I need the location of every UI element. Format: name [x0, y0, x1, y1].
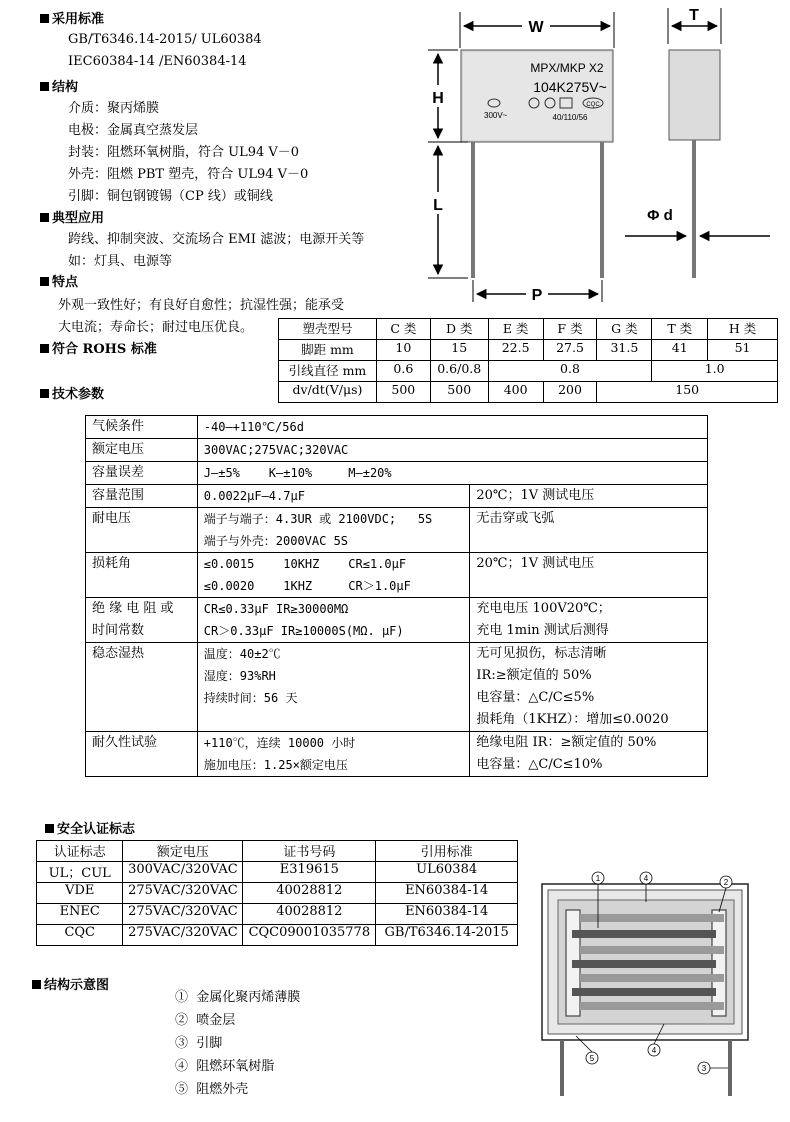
spec-label: 耐久性试验: [86, 732, 198, 777]
film-layer: [580, 946, 724, 954]
table-cell: VDE: [37, 883, 123, 904]
spec-label-line: 时间常数: [92, 623, 145, 638]
spec-label: 气候条件: [86, 416, 198, 439]
spec-value: [197, 732, 470, 777]
table-cell: EN60384-14: [376, 904, 518, 925]
table-cell: 275VAC/320VAC: [123, 925, 243, 946]
film-layer: [580, 1002, 724, 1010]
structure-line: 电极：金属真空蒸发层: [68, 123, 199, 138]
callout-number: 5: [589, 1054, 595, 1063]
table-cell: GB/T6346.14-2015: [376, 925, 518, 946]
table-row: [279, 382, 778, 403]
spec-line: 端子与端子：4.3UR 或 2100VDC; 5S: [203, 512, 433, 526]
table-cell: F 类: [543, 319, 597, 340]
spec-label-line: 绝 缘 电 阻 或: [92, 601, 174, 616]
cap-marking-line1: MPX/MKP X2: [530, 61, 604, 75]
spec-value: [197, 643, 470, 732]
table-cell: 1.0: [652, 361, 778, 382]
rohs-heading: 符合 ROHS 标准: [40, 338, 157, 357]
spec-line: 持续时间：56 天: [203, 691, 298, 705]
spec-line: ≤0.0015 10KHZ CR≤1.0μF: [203, 557, 407, 571]
spec-line: 充电电压 100V20℃；: [476, 601, 611, 616]
table-row: [37, 925, 518, 946]
table-row: [86, 462, 708, 485]
standards-heading: 采用标准: [40, 8, 104, 27]
table-row: [279, 340, 778, 361]
features-line: 大电流；寿命长；耐过电压优良。: [58, 320, 254, 335]
spec-condition: 20℃；1V 测试电压: [470, 485, 708, 508]
cap-marking-voltage: 300V~: [484, 111, 508, 120]
table-cell: 10: [376, 340, 430, 361]
features-line: 外观一致性好；有良好自愈性；抗湿性强；能承受: [58, 298, 345, 313]
table-cell: 500: [430, 382, 488, 403]
table-row: [279, 319, 778, 340]
table-cell: 40028812: [243, 883, 376, 904]
table-cell: 31.5: [597, 340, 652, 361]
features-heading: 特点: [40, 271, 78, 290]
callout-number: 4: [643, 874, 649, 883]
table-cell: CQC: [37, 925, 123, 946]
table-header: 认证标志: [37, 841, 123, 862]
spec-condition: [470, 598, 708, 643]
spec-line: 充电 1min 测试后测得: [476, 623, 609, 638]
legend-item: ⑤ 阻燃外壳: [175, 1082, 249, 1097]
structure-line: 封装：阻燃环氧树脂，符合 UL94 V－0: [68, 145, 300, 160]
cap-marking-cqc: CQC: [586, 102, 600, 108]
certification-table: [36, 840, 518, 946]
legend-item: ④ 阻燃环氧树脂: [175, 1059, 275, 1074]
table-header: 引用标准: [376, 841, 518, 862]
callout-number: 2: [723, 878, 729, 887]
spec-line: 电容量：△C/C≤5%: [476, 690, 595, 705]
spec-label: [86, 598, 198, 643]
table-cell: 150: [597, 382, 778, 403]
callout-number: 1: [595, 874, 601, 883]
dim-label-d: Φ d: [647, 207, 673, 224]
table-cell: 300VAC/320VAC: [123, 862, 243, 883]
spec-line: 湿度：93%RH: [203, 669, 276, 683]
spec-value: 0.0022μF—4.7μF: [197, 485, 470, 508]
dim-label-l: L: [433, 197, 443, 214]
schematic-heading: 结构示意图: [32, 974, 109, 993]
table-cell: T 类: [652, 319, 708, 340]
table-cell: dv/dt(V/μs): [279, 382, 377, 403]
spec-value: [197, 598, 470, 643]
spec-label: 稳态湿热: [86, 643, 198, 732]
spec-label: 容量范围: [86, 485, 198, 508]
table-row: [86, 485, 708, 508]
legend-item: ② 喷金层: [175, 1013, 236, 1028]
dim-label-h: H: [432, 90, 444, 107]
application-line: 如：灯具、电源等: [68, 254, 173, 269]
spec-condition: [470, 643, 708, 732]
spec-line: 温度：40±2℃: [203, 647, 281, 661]
spec-line: CR＞0.33μF IR≥10000S(MΩ. μF): [203, 624, 404, 638]
table-row: [86, 508, 708, 553]
application-heading: 典型应用: [40, 207, 104, 226]
spec-line: IR:≥额定值的 50%: [476, 668, 592, 683]
table-cell: EN60384-14: [376, 883, 518, 904]
dim-label-w: W: [528, 19, 544, 36]
spec-condition: 20℃；1V 测试电压: [470, 553, 708, 598]
structure-line: 引脚：铜包钢镀锡（CP 线）或铜线: [68, 189, 273, 204]
lead-pin: [560, 1040, 564, 1096]
application-line: 跨线、抑制突波、交流场合 EMI 滤波；电源开关等: [68, 232, 365, 247]
table-cell: ENEC: [37, 904, 123, 925]
spec-line: 端子与外壳：2000VAC 5S: [203, 534, 349, 548]
table-cell: 脚距 mm: [279, 340, 377, 361]
spec-condition: [470, 732, 708, 777]
spec-line: 施加电压：1.25×额定电压: [203, 758, 348, 772]
table-cell: 0.8: [488, 361, 652, 382]
spec-line: ≤0.0020 1KHZ CR＞1.0μF: [203, 579, 411, 593]
structure-line: 外壳：阻燃 PBT 塑壳，符合 UL94 V－0: [68, 167, 309, 182]
table-row: [86, 553, 708, 598]
table-cell: E319615: [243, 862, 376, 883]
side-lead: [692, 140, 696, 278]
table-cell: 41: [652, 340, 708, 361]
table-row: [86, 439, 708, 462]
structure-line: 介质：聚丙烯膜: [68, 101, 160, 116]
table-cell: CQC09001035778: [243, 925, 376, 946]
callout-number: 3: [701, 1064, 707, 1073]
dimension-table: [278, 318, 778, 403]
spec-line: CR≤0.33μF IR≥30000MΩ: [203, 602, 349, 616]
spec-label: 额定电压: [86, 439, 198, 462]
table-cell: C 类: [376, 319, 430, 340]
dim-label-t: T: [689, 7, 699, 24]
table-cell: D 类: [430, 319, 488, 340]
film-layer: [580, 914, 724, 922]
table-row: [37, 904, 518, 925]
table-cell: UL60384: [376, 862, 518, 883]
spec-line: 电容量：△C/C≤10%: [476, 757, 603, 772]
table-cell: E 类: [488, 319, 543, 340]
table-row: [86, 643, 708, 732]
spec-line: 无可见损伤，标志清晰: [476, 646, 607, 661]
table-cell: 15: [430, 340, 488, 361]
cap-marking-line2: 104K275V~: [533, 79, 607, 95]
spec-value: -40—+110℃/56d: [197, 416, 707, 439]
table-cell: 0.6: [376, 361, 430, 382]
spec-label: 耐电压: [86, 508, 198, 553]
film-layer: [580, 974, 724, 982]
table-row: [86, 732, 708, 777]
spec-line: 损耗角（1KHZ）：增加≤0.0020: [476, 712, 669, 727]
spec-value: [197, 508, 470, 553]
table-cell: 400: [488, 382, 543, 403]
structure-heading: 结构: [40, 76, 78, 95]
spec-value: [197, 553, 470, 598]
film-layer: [572, 960, 716, 968]
capacitor-dimension-drawing: [420, 0, 780, 312]
lead-right: [600, 142, 604, 278]
standards-line: GB/T6346.14-2015/ UL60384: [68, 32, 262, 47]
spec-label: 容量误差: [86, 462, 198, 485]
spec-line: +110℃，连续 10000 小时: [203, 736, 356, 750]
table-header: 额定电压: [123, 841, 243, 862]
spec-line: 绝缘电阻 IR：≥额定值的 50%: [476, 735, 657, 750]
spec-condition: 无击穿或飞弧: [470, 508, 708, 553]
table-cell: 27.5: [543, 340, 597, 361]
callout-number: 4: [651, 1046, 657, 1055]
spec-label: 损耗角: [86, 553, 198, 598]
table-row: [86, 416, 708, 439]
table-row: [37, 883, 518, 904]
dim-label-p: P: [531, 287, 543, 304]
table-cell: 40028812: [243, 904, 376, 925]
table-row: [86, 598, 708, 643]
table-cell: UL；CUL: [37, 862, 123, 883]
table-cell: 22.5: [488, 340, 543, 361]
table-row: [37, 841, 518, 862]
legend-item: ③ 引脚: [175, 1036, 223, 1051]
table-cell: 51: [708, 340, 778, 361]
table-header: 证书号码: [243, 841, 376, 862]
table-cell: 引线直径 mm: [279, 361, 377, 382]
spec-value: 300VAC;275VAC;320VAC: [197, 439, 707, 462]
film-layer: [572, 930, 716, 938]
table-cell: G 类: [597, 319, 652, 340]
table-cell: 275VAC/320VAC: [123, 904, 243, 925]
structure-cross-section: [536, 860, 756, 1100]
lead-pin: [728, 1040, 732, 1096]
lead-left: [471, 142, 475, 278]
table-cell: 0.6/0.8: [430, 361, 488, 382]
cap-marking-code: 40/110/56: [552, 113, 588, 122]
spec-value: J—±5% K—±10% M—±20%: [197, 462, 707, 485]
film-layer: [572, 988, 716, 996]
table-row: [37, 862, 518, 883]
legend-item: ① 金属化聚丙烯薄膜: [175, 990, 301, 1005]
capacitor-side-view: [669, 50, 720, 140]
table-cell: 塑壳型号: [279, 319, 377, 340]
table-cell: H 类: [708, 319, 778, 340]
tech-heading: 技术参数: [40, 383, 104, 402]
table-cell: 275VAC/320VAC: [123, 883, 243, 904]
table-cell: 500: [376, 382, 430, 403]
table-cell: 200: [543, 382, 597, 403]
safety-heading: 安全认证标志: [45, 818, 135, 837]
standards-line: IEC60384-14 /EN60384-14: [68, 54, 247, 69]
table-row: [279, 361, 778, 382]
tech-spec-table: [85, 415, 708, 777]
